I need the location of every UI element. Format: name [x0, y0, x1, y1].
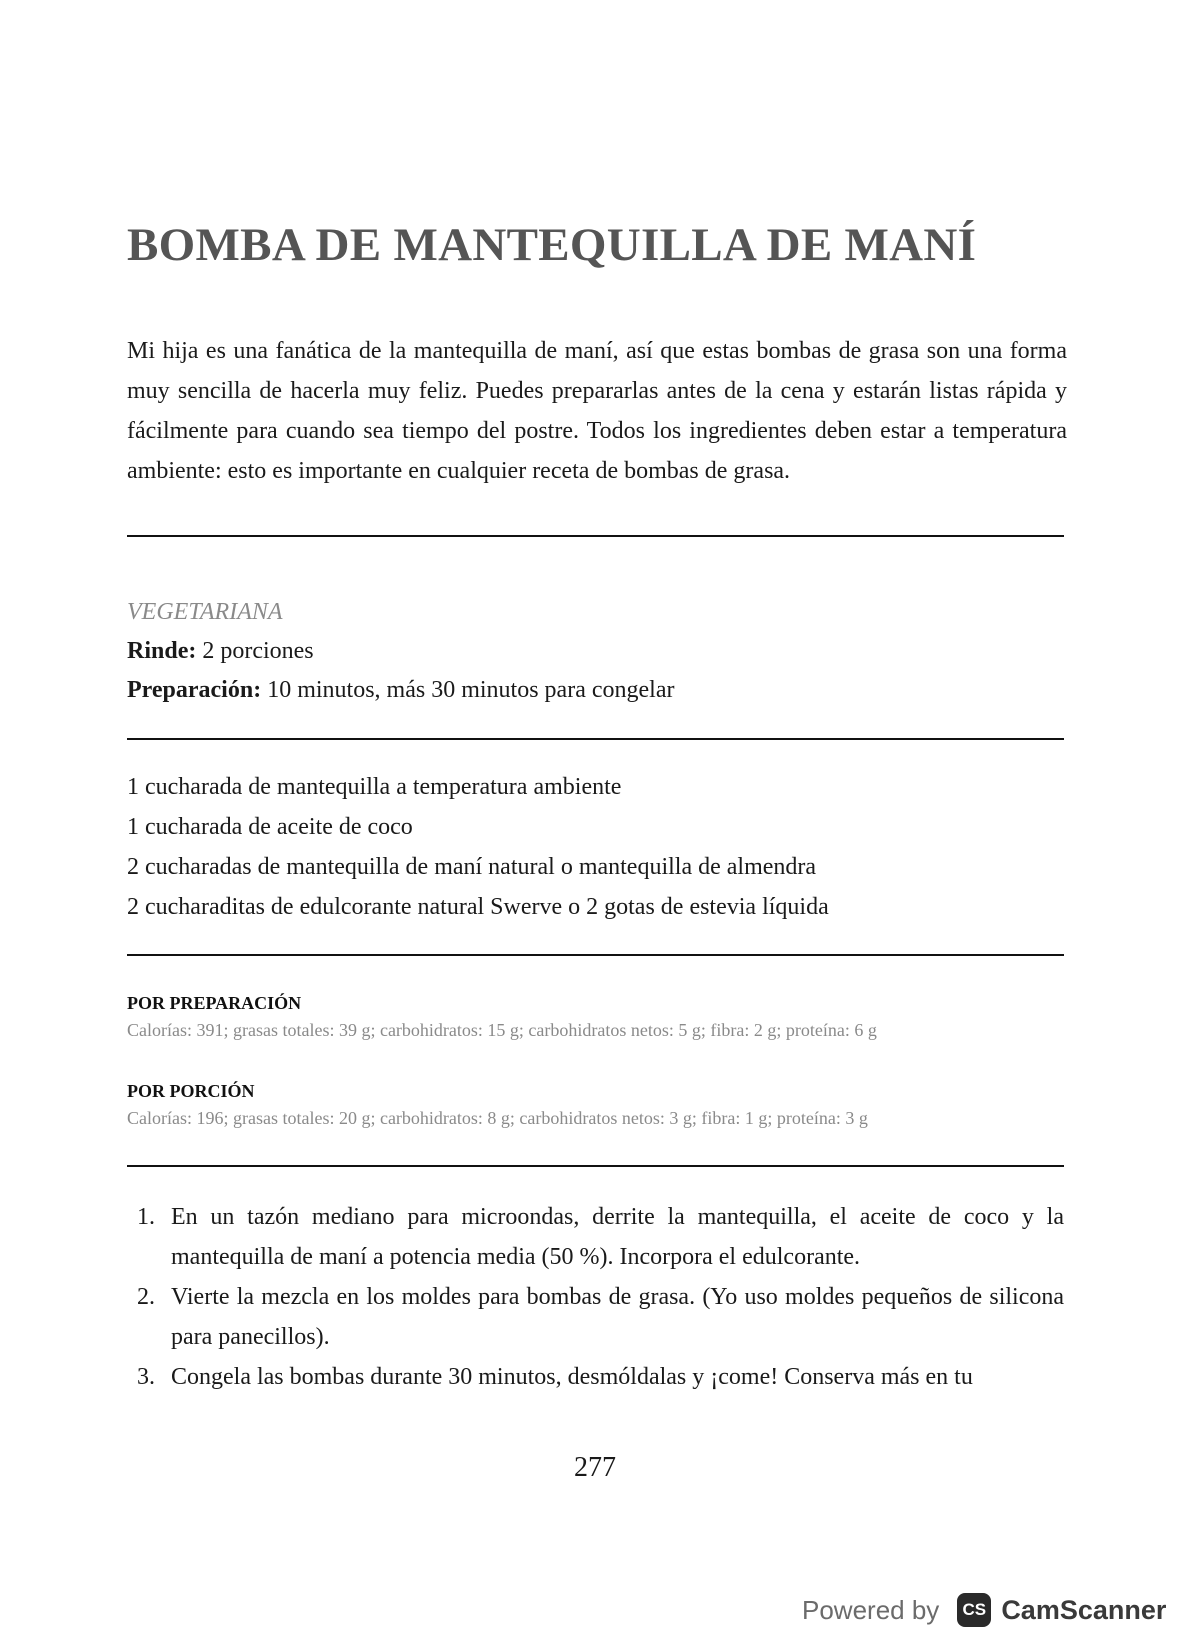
step-number: 2. [137, 1284, 155, 1310]
nutrition-per-prep [127, 989, 877, 1043]
nutrition-heading: POR PREPARACIÓN [127, 993, 302, 1013]
step-item [127, 1197, 1064, 1277]
step-item [127, 1277, 1064, 1357]
category-label: VEGETARIANA [127, 599, 283, 625]
recipe-intro: Mi hija es una fanática de la mantequilla de maní, así que estas bombas de grasa son una forma muy sencilla de hacerla muy feliz. Puedes prepararlas antes de la cena y estarán listas rápida y fácilmente para cuando sea tiempo del postre. Todos los ingredientes deben estar a temperatura ambiente: esto es importante en cualquier receta de bombas de grasa. [127, 338, 1067, 484]
nutrition-values: Calorías: 196; grasas totales: 20 g; carbohidratos: 8 g; carbohidratos netos: 3 g; fibra: 1 g; proteína: 3 g [127, 1108, 868, 1128]
camscanner-logo-icon: CS [957, 1593, 991, 1627]
powered-by-text: Powered by [802, 1594, 940, 1625]
prep-line [127, 671, 674, 710]
ingredient-item: 2 cucharadas de mantequilla de maní natural o mantequilla de almendra [127, 854, 817, 880]
divider [127, 535, 1064, 537]
step-item [127, 1357, 1064, 1397]
nutrition-per-serving [127, 1077, 868, 1131]
recipe-title: BOMBA DE MANTEQUILLA DE MANÍ [127, 219, 977, 271]
step-text: En un tazón mediano para microondas, derrite la mantequilla, el aceite de coco y la mantequilla de maní a potencia media (50 %). Incorpora el edulcorante. [171, 1204, 1064, 1270]
yield-value: 2 porciones [202, 638, 314, 664]
step-text: Vierte la mezcla en los moldes para bombas de grasa. (Yo uso moldes pequeños de silicona para panecillos). [171, 1284, 1064, 1350]
camscanner-watermark [802, 1593, 1166, 1627]
step-list [127, 1197, 1064, 1397]
ingredient-list [127, 767, 829, 927]
ingredient-item: 2 cucharaditas de edulcorante natural Swerve o 2 gotas de estevia líquida [127, 894, 829, 920]
ingredient-item: 1 cucharada de mantequilla a temperatura ambiente [127, 774, 622, 800]
camscanner-brand: CamScanner [1001, 1594, 1167, 1625]
divider [127, 954, 1064, 956]
recipe-meta [127, 593, 674, 710]
yield-label: Rinde: [127, 638, 197, 664]
prep-value: 10 minutos, más 30 minutos para congelar [267, 677, 675, 703]
step-number: 3. [137, 1364, 155, 1390]
step-number: 1. [137, 1204, 155, 1230]
page-number: 277 [574, 1452, 616, 1483]
nutrition-values: Calorías: 391; grasas totales: 39 g; carbohidratos: 15 g; carbohidratos netos: 5 g; fibra: 2 g; proteína: 6 g [127, 1020, 877, 1040]
ingredient-item: 1 cucharada de aceite de coco [127, 814, 413, 840]
nutrition-heading: POR PORCIÓN [127, 1081, 255, 1101]
divider [127, 738, 1064, 740]
prep-label: Preparación: [127, 677, 262, 703]
yield-line [127, 632, 674, 671]
step-text: Congela las bombas durante 30 minutos, desmóldalas y ¡come! Conserva más en tu [171, 1364, 973, 1390]
divider [127, 1165, 1064, 1167]
